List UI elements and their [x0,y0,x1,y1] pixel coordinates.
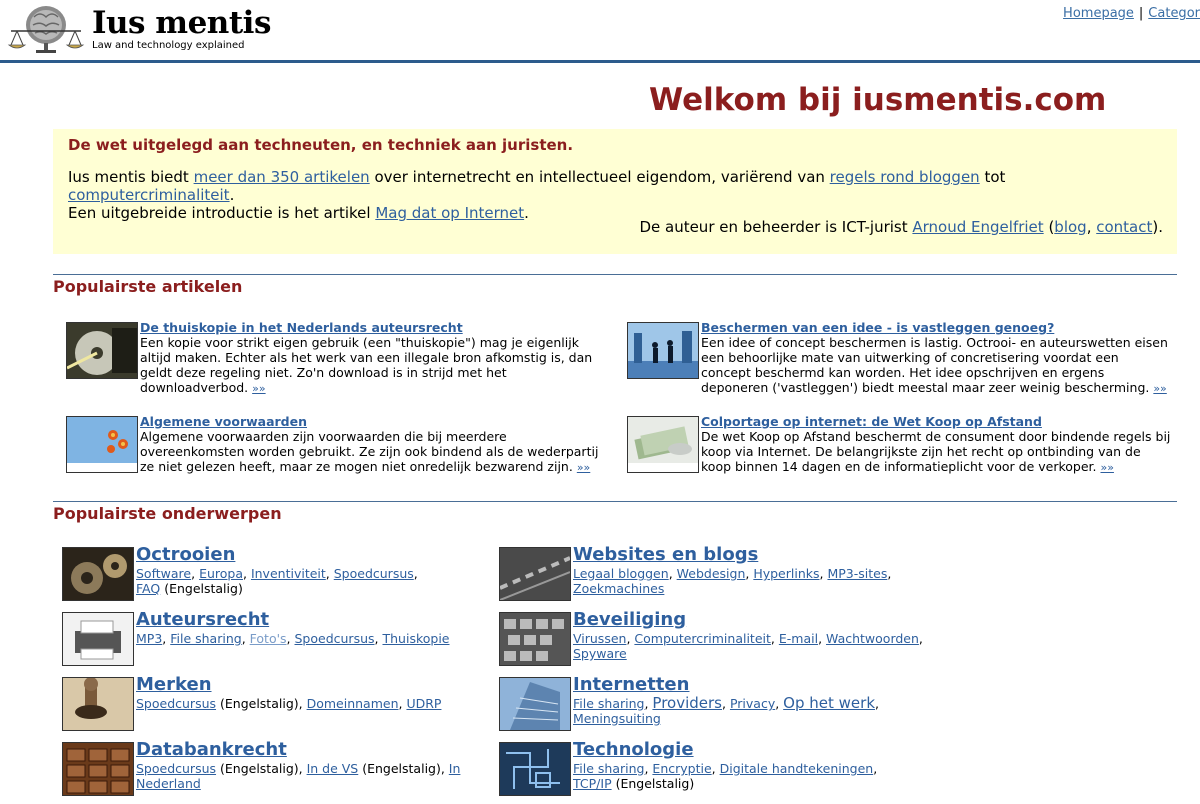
popular-topics-heading: Populairste onderwerpen [53,504,282,523]
topic-title-link[interactable]: Auteursrecht [136,609,270,630]
topic-link[interactable]: UDRP [406,696,442,711]
topic-link[interactable]: Legaal bloggen [573,566,669,581]
language-note: (Engelstalig) [611,776,695,791]
topic-link[interactable]: Providers [652,694,722,712]
read-more-link[interactable]: »» [576,461,591,474]
road-image-icon[interactable] [499,547,571,601]
topic-link[interactable]: TCP/IP [573,776,612,791]
article-body [701,320,1171,396]
article-summary: Een kopie voor strikt eigen gebruik (een "thuiskopie") mag je eigenlijk altijd maken. Echter als het werk van een illegale bron afkomstig is, dan geldt deze regeling niet. Zo'n download is in strijd met het downloadverbod. [140,335,593,395]
blog-link[interactable]: blog [1054,218,1087,236]
intro-paragraph [68,168,1163,222]
article-summary: De wet Koop op Afstand beschermt de consument door bindende regels bij koop via Internet. De belangrijkste zijn het recht op ontbinding van de koop binnen 14 dagen en de informatieplicht voor de verkoper. [701,429,1171,474]
intro-text: tot [979,168,1006,186]
language-note: (Engelstalig) [160,581,243,596]
topic-title-link[interactable]: Internetten [573,674,690,695]
author-link[interactable]: Arnoud Engelfriet [912,218,1044,236]
building-image-icon[interactable] [499,677,571,731]
gears-image-icon[interactable] [62,547,134,601]
topic-body: Websites en blogs Legaal bloggen, Webdesign, Hyperlinks, MP3-sites, Zoekmachines [573,544,933,596]
article-title-link[interactable]: Algemene voorwaarden [140,414,308,429]
topic-title-link[interactable]: Websites en blogs [573,544,759,565]
topic-link[interactable]: Hyperlinks [753,566,820,581]
site-header [0,0,1200,60]
topic-title-link[interactable]: Beveiliging [573,609,687,630]
topic-link[interactable]: Foto's [249,631,287,646]
keyboard-image-icon[interactable] [499,612,571,666]
topic-link[interactable]: MP3-sites [827,566,888,581]
article-summary: Algemene voorwaarden zijn voorwaarden die bij meerdere overeenkomsten worden gebruikt. Ze zijn ook bindend als de wederpartij ze niet gelezen heeft, maar ze mogen niet onredelijk bezwarend zijn. [140,429,599,474]
nav-separator: | [1138,6,1144,21]
article-body [701,414,1171,475]
topic-link[interactable]: File sharing [573,761,645,776]
topic-link[interactable]: Computercriminaliteit [634,631,771,646]
article-title-link[interactable]: Beschermen van een idee - is vastleggen genoeg? [701,320,1055,335]
buttons-sky-image-icon[interactable] [66,416,138,473]
author-line [639,218,1163,236]
cd-disc-image-icon[interactable] [66,322,138,379]
topic-title-link[interactable]: Technologie [573,739,694,760]
topic-body: Technologie File sharing, Encryptie, Digitale handtekeningen, TCP/IP (Engelstalig) [573,739,933,791]
cybercrime-link[interactable]: computercriminaliteit [68,186,230,204]
author-text: , [1086,218,1097,236]
topic-link[interactable]: Thuiskopie [382,631,450,646]
author-text: De auteur en beheerder is ICT-jurist [639,218,913,236]
card-catalog-image-icon[interactable] [62,742,134,796]
topic-link[interactable]: Spoedcursus [333,566,414,581]
topic-link[interactable]: Spoedcursus [136,761,217,776]
section-divider [53,501,1177,502]
topic-link[interactable]: File sharing [573,696,645,711]
topic-link[interactable]: In de VS [306,761,359,776]
topic-link[interactable]: MP3 [136,631,163,646]
topic-link[interactable]: Spyware [573,646,627,661]
intro-text: over internetrecht en intellectueel eigendom, variërend van [369,168,830,186]
keyboard-money-image-icon[interactable] [627,416,699,473]
homepage-link[interactable]: Homepage [1063,6,1134,21]
topic-body: Merken Spoedcursus (Engelstalig), Domeinnamen, UDRP [136,674,496,711]
intro-box [53,129,1177,254]
mag-dat-op-internet-link[interactable]: Mag dat op Internet [375,204,525,222]
topic-link[interactable]: In Nederland [136,761,461,791]
topic-link[interactable]: Europa [199,566,243,581]
author-text: ( [1043,218,1055,236]
read-more-link[interactable]: »» [252,382,266,395]
topic-link[interactable]: Zoekmachines [573,581,665,596]
topic-link[interactable]: Wachtwoorden [826,631,919,646]
topic-link[interactable]: Webdesign [676,566,746,581]
contact-link[interactable]: contact [1096,218,1153,236]
topic-link[interactable]: E-mail [778,631,819,646]
site-tagline: Law and technology explained [92,40,245,51]
topic-link[interactable]: Domeinnamen [306,696,399,711]
circuit-image-icon[interactable] [499,742,571,796]
categories-link[interactable]: Categor [1148,6,1200,21]
topic-link[interactable]: Encryptie [652,761,712,776]
intro-text: . [524,204,529,222]
intro-lead: De wet uitgelegd aan techneuten, en techniek aan juristen. [68,136,574,154]
topic-link[interactable]: Privacy [729,696,776,711]
read-more-link[interactable]: »» [1100,461,1114,474]
site-title[interactable]: Ius mentis [92,5,271,41]
header-divider [0,60,1200,63]
business-people-image-icon[interactable] [627,322,699,379]
topic-title-link[interactable]: Databankrecht [136,739,287,760]
article-title-link[interactable]: De thuiskopie in het Nederlands auteursrecht [140,320,463,335]
topic-link[interactable]: Op het werk [783,694,876,712]
welcome-title: Welkom bij iusmentis.com [649,82,1107,118]
articles-link[interactable]: meer dan 350 artikelen [193,168,370,186]
topic-link[interactable]: Meningsuiting [573,711,661,726]
topic-link[interactable]: Spoedcursus [136,696,217,711]
printer-image-icon[interactable] [62,612,134,666]
author-text: ). [1152,218,1163,236]
blogging-rules-link[interactable]: regels rond bloggen [829,168,980,186]
topic-link[interactable]: FAQ [136,581,161,596]
top-navigation [1063,6,1200,21]
topic-link[interactable]: File sharing [170,631,242,646]
topic-body: Internetten File sharing, Providers, Privacy, Op het werk, Meningsuiting [573,674,933,726]
article-body [140,414,610,475]
article-title-link[interactable]: Colportage op internet: de Wet Koop op Afstand [701,414,1042,429]
topic-link[interactable]: Spoedcursus [294,631,375,646]
language-note: (Engelstalig), [216,761,307,776]
topic-link[interactable]: Virussen [573,631,627,646]
topic-body: Auteursrecht MP3, File sharing, Foto's, Spoedcursus, Thuiskopie [136,609,496,646]
topic-title-link[interactable]: Octrooien [136,544,236,565]
topic-link[interactable]: Inventiviteit [250,566,326,581]
section-divider [53,274,1177,275]
topic-body: Octrooien Software, Europa, Inventiviteit, Spoedcursus, FAQ (Engelstalig) [136,544,496,596]
topic-link[interactable]: Software [136,566,192,581]
topic-title-link[interactable]: Merken [136,674,212,695]
read-more-link[interactable]: »» [1153,382,1167,395]
popular-articles-heading: Populairste artikelen [53,277,243,296]
intro-text: Ius mentis biedt [68,168,194,186]
topic-body: Beveiliging Virussen, Computercriminaliteit, E-mail, Wachtwoorden, Spyware [573,609,933,661]
topic-body [136,739,496,791]
stamp-image-icon[interactable] [62,677,134,731]
article-summary: Een idee of concept beschermen is lastig. Octrooi- en auteurswetten eisen een behoorlijke mate van uitwerking of concretisering voordat een concept beschermd kan worden. Het idee opschrijven en ergens deponeren ('vastleggen') biedt meestal maar zeer weinig bescherming. [701,335,1168,395]
article-body [140,320,610,396]
intro-text: Een uitgebreide introductie is het artikel [68,204,376,222]
topic-link[interactable]: Digitale handtekeningen [719,761,874,776]
language-note: (Engelstalig), [216,696,307,711]
intro-text: . [229,186,235,204]
language-note: (Engelstalig), [358,761,449,776]
scales-of-justice-logo-icon[interactable] [5,3,87,55]
